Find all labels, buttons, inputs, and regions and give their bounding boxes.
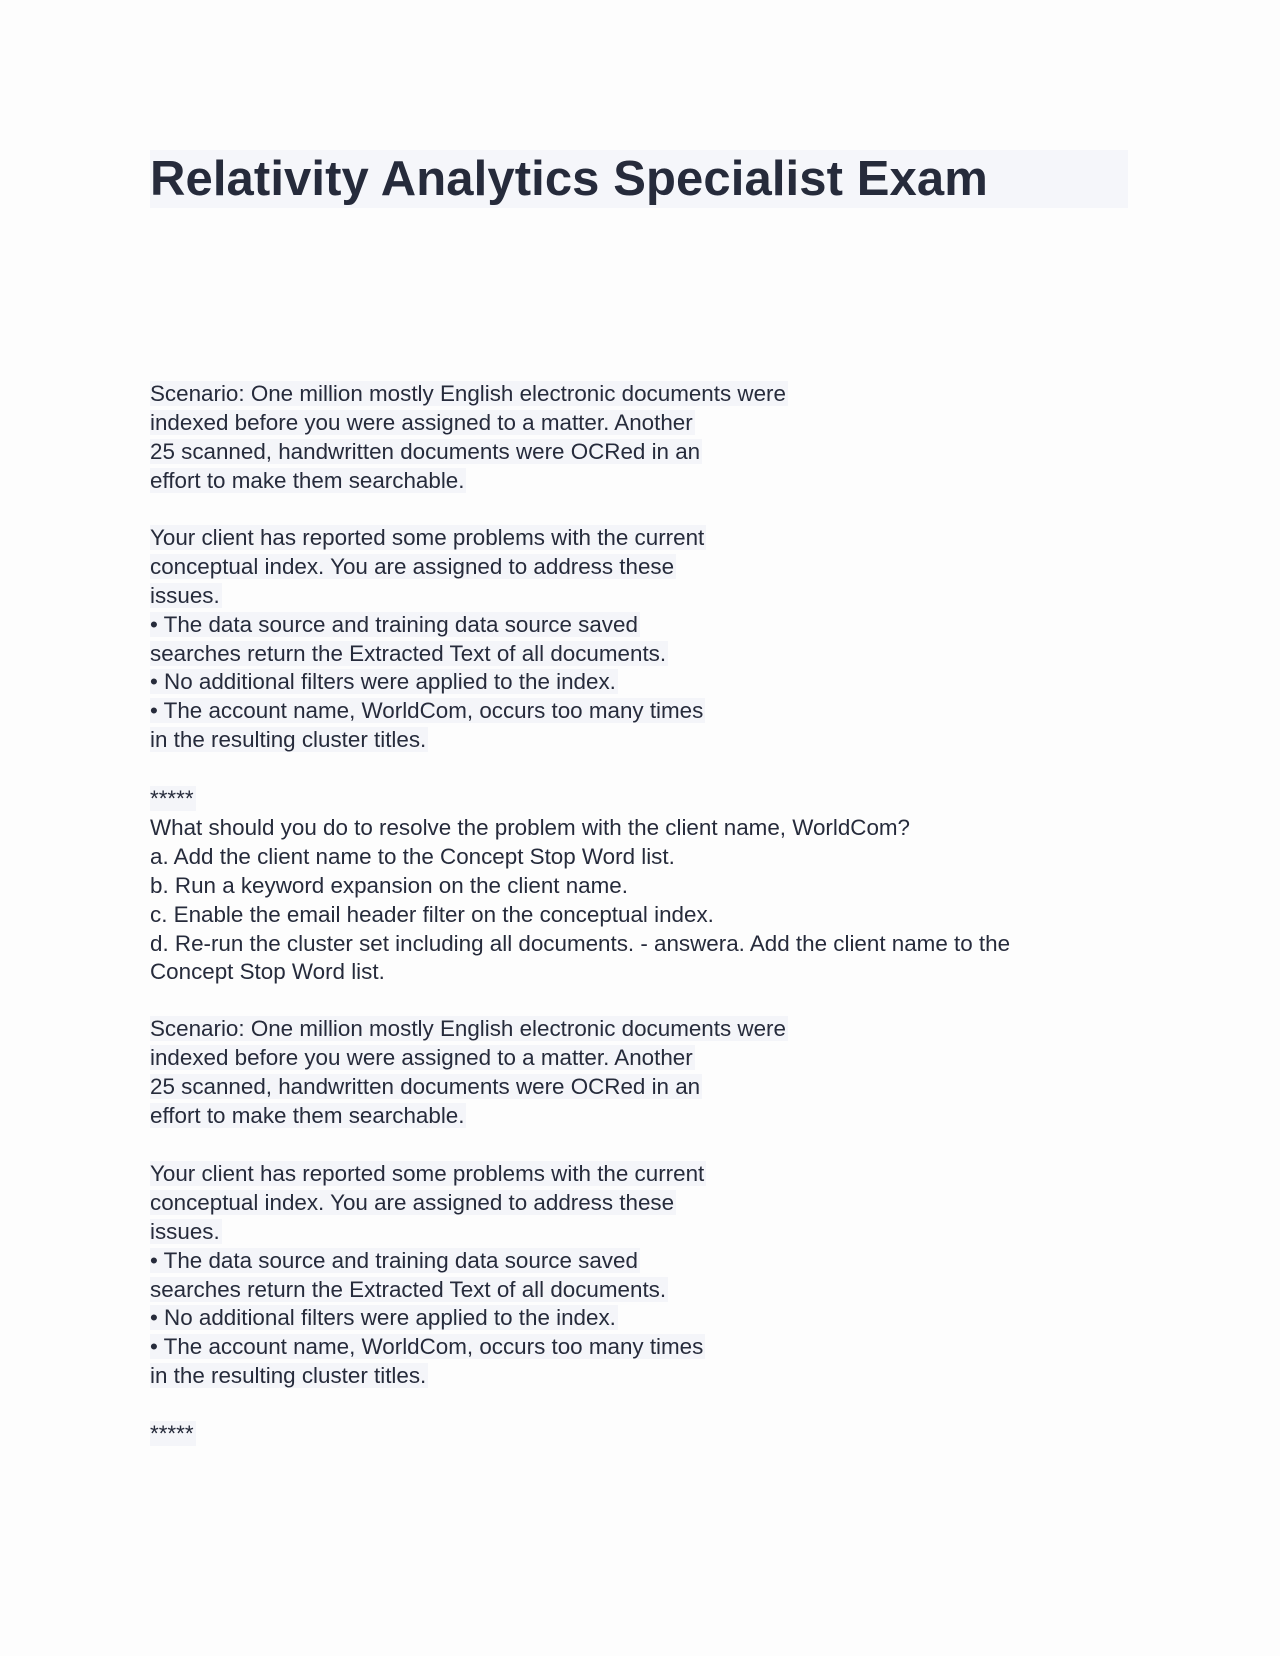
problems-paragraph (150, 1160, 1150, 1391)
page-title: Relativity Analytics Specialist Exam (150, 150, 1128, 208)
bullet-item: • No additional filters were applied to the index. (150, 1305, 616, 1331)
text-line: conceptual index. You are assigned to address these (150, 553, 675, 579)
text-line: effort to make them searchable. (150, 1102, 465, 1128)
text-line: conceptual index. You are assigned to address these (150, 1189, 675, 1215)
text-line: issues. (150, 582, 220, 608)
text-line: indexed before you were assigned to a matter. Another (150, 1044, 693, 1070)
answer-option-a: a. Add the client name to the Concept Stop Word list. (150, 843, 675, 869)
text-line: effort to make them searchable. (150, 467, 465, 493)
answer-text: Concept Stop Word list. (150, 959, 385, 985)
bullet-item: • The account name, WorldCom, occurs too many times (150, 1334, 704, 1360)
text-line: 25 scanned, handwritten documents were OCRed in an (150, 438, 701, 464)
bullet-item: • The data source and training data source saved (150, 1247, 638, 1273)
scenario-paragraph (150, 380, 1150, 496)
text-line: Scenario: One million mostly English electronic documents were (150, 381, 786, 406)
separator: ***** (150, 786, 194, 811)
bullet-item: • The account name, WorldCom, occurs too many times (150, 698, 704, 724)
text-line: searches return the Extracted Text of all documents. (150, 1276, 667, 1302)
separator: ***** (150, 1421, 194, 1446)
text-line: 25 scanned, handwritten documents were OCRed in an (150, 1073, 701, 1099)
answer-option-c: c. Enable the email header filter on the conceptual index. (150, 901, 714, 927)
question-block (150, 814, 1150, 987)
problems-paragraph (150, 524, 1150, 755)
text-line: searches return the Extracted Text of all documents. (150, 640, 667, 666)
text-line: in the resulting cluster titles. (150, 727, 427, 753)
scenario-paragraph (150, 1015, 1150, 1131)
text-line: Scenario: One million mostly English electronic documents were (150, 1016, 786, 1041)
answer-option-d: d. Re-run the cluster set including all documents. - answera. Add the client name to the (150, 930, 1011, 956)
bullet-item: • No additional filters were applied to the index. (150, 669, 616, 695)
text-line: in the resulting cluster titles. (150, 1363, 427, 1389)
bullet-item: • The data source and training data source saved (150, 611, 638, 637)
text-line: issues. (150, 1218, 220, 1244)
text-line: Your client has reported some problems with the current (150, 525, 705, 550)
separator-block (150, 1420, 1150, 1449)
separator-block (150, 785, 1150, 814)
text-line: indexed before you were assigned to a matter. Another (150, 409, 693, 435)
question-text: What should you do to resolve the problem with the client name, WorldCom? (150, 815, 911, 840)
text-line: Your client has reported some problems with the current (150, 1161, 705, 1186)
answer-option-b: b. Run a keyword expansion on the client name. (150, 872, 628, 898)
